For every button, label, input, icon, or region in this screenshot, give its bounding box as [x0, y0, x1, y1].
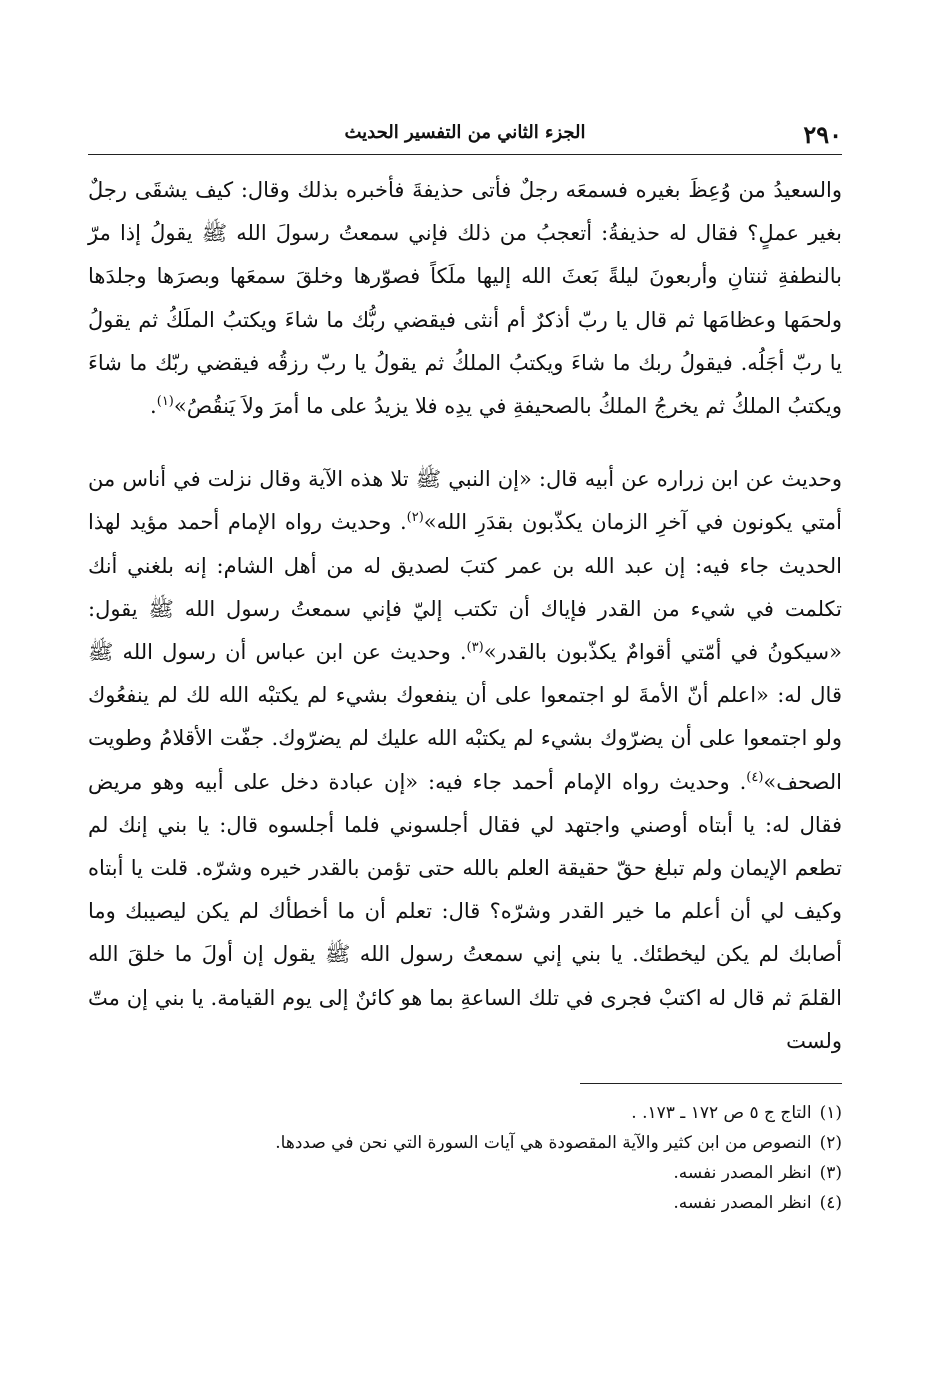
paragraph-2-segment-3: . وحديث عن ابن عباس أن رسول الله ﷺ قال له: «اعلم أنّ الأمةَ لو اجتمعوا على أن ينفعوك بشيء لم يكتبْه الله لك لم ينفعُوك ولو اجتمعوا على أن يضرّوك بشيء لم يكتبْه الله عليك لم يضرّوك. جفّت الأقلامُ وطويت الصحف»	[88, 640, 842, 794]
footnote-2	[88, 1128, 842, 1158]
paragraph-1-text: والسعيدُ من وُعِظَ بغيره فسمعَه رجلٌ فأتى حذيفةَ فأخبره بذلك وقال: كيف يشقَى رجلٌ بغير عملٍ؟ فقال له حذيفةُ: أتعجبُ من ذلك فإني سمعتُ رسولَ الله ﷺ يقولُ إذا مرّ بالنطفةِ ثنتانِ وأربعونَ ليلةً بَعثَ الله إليها ملَكاً فصوّرها وخلقَ سمعَها وبصرَها وجلدَها ولحمَها وعظامَها ثم قال يا ربّ أذكرٌ أم أنثى فيقضي ربُّك ما شاءَ ويكتبُ الملَكُ ثم يقولُ يا ربّ أجَلُه. فيقولُ ربك ما شاءَ ويكتبُ الملكُ ثم يقولُ يا ربّ رزقُه فيقضي ربّك ما شاءَ ويكتبُ الملكُ ثم يخرجُ الملكُ بالصحيفةِ في يدِه فلا يزيدُ على ما أمرَ ولاَ يَنقُصُ»	[88, 178, 842, 419]
page-header	[88, 118, 842, 155]
footnote-3	[88, 1158, 842, 1188]
paragraph-2-segment-2: . وحديث رواه الإمام أحمد مؤيد لهذا الحديث جاء فيه: إن عبد الله بن عمر كتبَ لصديق له من أهل الشام: إنه بلغني أنك تكلمت في شيء من القدر فإياك أن تكتب إليّ فإني سمعتُ رسول الله ﷺ يقول: «سيكونُ في أمّتي أقوامٌ يكذّبون بالقدر»	[88, 510, 843, 665]
paragraph-1	[88, 169, 842, 428]
footnote-text: التاج ج ٥ ص ١٧٢ ـ ١٧٣. .	[631, 1103, 812, 1124]
footnote-marker-3: (٣)	[466, 640, 484, 656]
footnote-marker-1: (١)	[156, 394, 174, 410]
footnote-divider	[580, 1083, 842, 1084]
footnote-1	[88, 1098, 842, 1128]
paragraph-1-tail: .	[150, 394, 157, 419]
book-page	[88, 118, 842, 1218]
footnote-number: (٣)	[819, 1163, 842, 1184]
footnotes	[88, 1098, 842, 1218]
footnote-4	[88, 1188, 842, 1218]
footnote-number: (٢)	[819, 1133, 842, 1154]
paragraph-2-segment-4: . وحديث رواه الإمام أحمد جاء فيه: «إن عبادة دخل على أبيه وهو مريض فقال له: يا أبتاه أوصني واجتهد لي فقال أجلسوني فلما أجلسوه قال: يا بني إنك لم تطعم الإيمان ولم تبلغ حقّ حقيقة العلم بالله حتى تؤمن بالقدر خيره وشرّه. قلت يا أبتاه وكيف لي أن أعلم ما خير القدر وشرّه؟ قال: تعلم أن ما أخطأك لم يكن ليصيبك وما أصابك لم يكن ليخطئك. يا بني إني سمعتُ رسول الله ﷺ يقول إن أولَ ما خلقَ الله القلمَ ثم قال له اكتبْ فجرى في تلك الساعةِ بما هو كائنٌ إلى يوم القيامة. يا بني إن متّ ولست	[88, 769, 842, 1053]
paragraph-2-segment-1: وحديث عن ابن زراره عن أبيه قال: «إن النبي ﷺ تلا هذه الآية وقال نزلت في أناس من أمتي يكونون في آخرِ الزمان يكذّبون بقدَرِ الله»	[88, 467, 843, 535]
footnote-marker-4: (٤)	[746, 769, 764, 785]
footnote-number: (٤)	[819, 1193, 842, 1214]
footnote-text: انظر المصدر نفسه.	[673, 1193, 812, 1214]
paragraph-2	[88, 458, 842, 1063]
footnote-text: النصوص من ابن كثير والآية المقصودة هي آيات السورة التي نحن في صددها.	[275, 1133, 812, 1154]
body-text	[88, 169, 842, 1063]
page-number: ٢٩٠	[803, 120, 842, 149]
footnote-marker-2: (٢)	[406, 510, 424, 526]
running-title: الجزء الثاني من التفسير الحديث	[344, 122, 586, 143]
footnote-text: انظر المصدر نفسه.	[673, 1163, 812, 1184]
footnote-number: (١)	[819, 1103, 842, 1124]
